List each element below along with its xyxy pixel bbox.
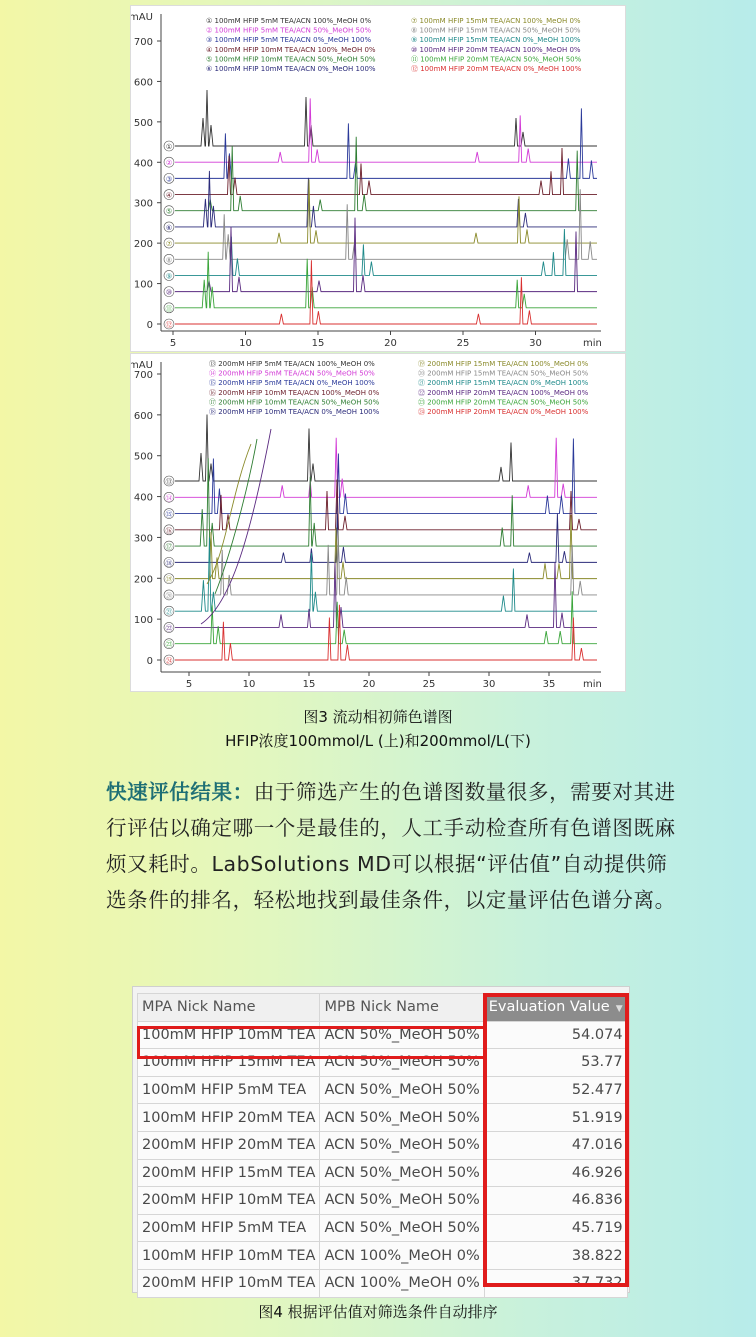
y-unit-label: mAU	[131, 12, 153, 23]
legend-entry: ⑳ 200mM HFIP 15mM TEA/ACN 50%_MeOH 50%	[418, 369, 589, 378]
y-tick-label: 600	[133, 410, 153, 422]
legend-entry: ⑥ 100mM HFIP 10mM TEA/ACN 0%_MeOH 100%	[206, 65, 376, 73]
header-mpa[interactable]: MPA Nick Name	[138, 994, 320, 1022]
evaluation-cell: 46.836	[484, 1187, 627, 1215]
legend-entry: ⑩ 100mM HFIP 20mM TEA/ACN 100%_MeOH 0%	[411, 45, 581, 54]
trace-line	[175, 591, 597, 644]
evaluation-table-screenshot	[132, 986, 630, 1293]
mpa-cell: 100mM HFIP 5mM TEA	[138, 1076, 320, 1104]
y-tick-label: 100	[133, 279, 153, 291]
mpb-cell: ACN 100%_MeOH 0%	[320, 1269, 484, 1297]
legend-entry: ⑦ 100mM HFIP 15mM TEA/ACN 100%_MeOH 0%	[411, 17, 581, 25]
x-tick-label: 5	[169, 338, 177, 349]
chromatogram-bottom	[130, 353, 626, 692]
mpb-cell: ACN 50%_MeOH 50%	[320, 1214, 484, 1242]
trace-label: ⑬	[165, 478, 173, 486]
trace-label: ⑦	[165, 240, 173, 249]
y-tick-label: 300	[133, 198, 153, 210]
trace-label: ⑤	[165, 207, 173, 216]
legend-entry: ㉑ 200mM HFIP 15mM TEA/ACN 0%_MeOH 100%	[418, 379, 589, 388]
sort-desc-icon: ▼	[615, 1004, 623, 1015]
trace-line	[175, 218, 597, 292]
mpa-cell: 100mM HFIP 10mM TEA	[138, 1021, 320, 1049]
best-row-highlight	[137, 1026, 486, 1059]
legend-entry: ⑤ 100mM HFIP 10mM TEA/ACN 50%_MeOH 50%	[206, 55, 376, 64]
y-tick-label: 400	[133, 158, 153, 170]
mpa-cell: 200mM HFIP 5mM TEA	[138, 1214, 320, 1242]
trace-label: ⑳	[165, 591, 173, 600]
evaluation-cell: 37.732	[484, 1269, 627, 1297]
trace-label: ㉔	[165, 657, 173, 665]
y-tick-label: 500	[133, 451, 153, 463]
evaluation-cell: 53.77	[484, 1049, 627, 1077]
y-tick-label: 700	[133, 370, 153, 381]
mpb-cell: ACN 100%_MeOH 0%	[320, 1242, 484, 1270]
x-tick-label: 30	[482, 679, 496, 690]
mpa-cell: 100mM HFIP 10mM TEA	[138, 1242, 320, 1270]
figure3-caption-line2: HFIP浓度100mmol/L (上)和200mmol/L(下)	[225, 732, 531, 750]
y-tick-label: 300	[133, 533, 153, 545]
y-tick-label: 200	[133, 239, 153, 251]
trace-line	[175, 148, 597, 195]
trace-line	[175, 90, 597, 146]
evaluation-paragraph	[106, 774, 686, 918]
mpa-cell: 200mM HFIP 20mM TEA	[138, 1131, 320, 1159]
trace-label: ⑩	[165, 288, 173, 297]
trace-line	[175, 458, 597, 546]
trace-label: ①	[165, 143, 173, 151]
legend-entry: ⑨ 100mM HFIP 15mM TEA/ACN 0%_MeOH 100%	[411, 36, 581, 45]
legend-entry: ⑯ 200mM HFIP 10mM TEA/ACN 100%_MeOH 0%	[209, 388, 380, 397]
evaluation-cell: 45.719	[484, 1214, 627, 1242]
trace-line	[175, 438, 597, 497]
trace-label: ⑨	[165, 272, 173, 281]
evaluation-cell: 46.926	[484, 1159, 627, 1187]
x-tick-label: 20	[384, 338, 397, 349]
chromatogram-top-svg	[131, 6, 625, 351]
x-tick-label: 25	[456, 338, 470, 349]
trace-label: ㉓	[165, 640, 173, 649]
x-unit-label: min	[583, 679, 602, 690]
trace-line	[175, 108, 597, 178]
mpb-cell: ACN 50%_MeOH 50%	[320, 1049, 484, 1077]
mpa-cell: 100mM HFIP 20mM TEA	[138, 1104, 320, 1132]
trace-label: ⑪	[165, 304, 173, 313]
trace-label: ⑰	[165, 543, 173, 552]
trace-label: ⑲	[165, 575, 173, 584]
legend-entry: ⑭ 200mM HFIP 5mM TEA/ACN 50%_MeOH 50%	[209, 369, 375, 378]
legend-entry: ⑲ 200mM HFIP 15mM TEA/ACN 100%_MeOH 0%	[418, 360, 589, 368]
legend-entry: ㉔ 200mM HFIP 20mM TEA/ACN 0%_MeOH 100%	[418, 408, 589, 416]
trace-label: ㉑	[165, 608, 173, 617]
x-tick-label: 20	[362, 679, 376, 690]
mpb-cell: ACN 50%_MeOH 50%	[320, 1187, 484, 1215]
trace-label: ②	[165, 159, 173, 168]
trace-line	[175, 515, 597, 579]
evaluation-cell: 47.016	[484, 1131, 627, 1159]
trace-line	[175, 98, 597, 162]
trace-label: ⑱	[165, 559, 173, 568]
legend-entry: ⑪ 100mM HFIP 20mM TEA/ACN 50%_MeOH 50%	[411, 55, 582, 64]
trace-line	[175, 137, 597, 211]
y-tick-label: 0	[146, 320, 153, 331]
paragraph-highlight: 快速评估结果：	[106, 780, 254, 804]
legend-entry: ③ 100mM HFIP 5mM TEA/ACN 0%_MeOH 100%	[206, 36, 372, 45]
mpb-cell: ACN 50%_MeOH 50%	[320, 1131, 484, 1159]
figure3-caption-line1: 图3 流动相初筛色谱图	[303, 708, 453, 726]
legend-entry: ⑧ 100mM HFIP 15mM TEA/ACN 50%_MeOH 50%	[411, 26, 581, 35]
y-tick-label: 500	[133, 117, 153, 129]
evaluation-cell: 52.477	[484, 1076, 627, 1104]
y-tick-label: 100	[133, 615, 153, 627]
trace-line	[175, 439, 597, 514]
legend-entry: ① 100mM HFIP 5mM TEA/ACN 100%_MeOH 0%	[206, 17, 372, 25]
trace-line	[175, 171, 597, 227]
x-tick-label: 5	[185, 679, 193, 690]
trace-line	[175, 415, 597, 482]
mpa-cell: 200mM HFIP 15mM TEA	[138, 1159, 320, 1187]
mpa-cell: 200mM HFIP 10mM TEA	[138, 1269, 320, 1297]
trace-label: ⑥	[165, 223, 173, 232]
y-tick-label: 600	[133, 77, 153, 89]
trace-label: ⑮	[165, 510, 173, 519]
trace-line	[175, 229, 597, 276]
y-tick-label: 400	[133, 492, 153, 504]
evaluation-cell: 54.074	[484, 1021, 627, 1049]
y-tick-label: 200	[133, 574, 153, 586]
mpb-cell: ACN 50%_MeOH 50%	[320, 1104, 484, 1132]
header-evaluation-label: Evaluation Value	[488, 999, 610, 1016]
legend-entry: ② 100mM HFIP 5mM TEA/ACN 50%_MeOH 50%	[206, 26, 372, 35]
legend-entry: ⑫ 100mM HFIP 20mM TEA/ACN 0%_MeOH 100%	[411, 65, 582, 73]
legend-entry: ⑰ 200mM HFIP 10mM TEA/ACN 50%_MeOH 50%	[209, 398, 380, 407]
x-tick-label: 10	[242, 679, 256, 690]
x-tick-label: 15	[311, 338, 325, 349]
trace-label: ⑭	[165, 494, 173, 503]
legend-entry: ㉓ 200mM HFIP 20mM TEA/ACN 50%_MeOH 50%	[418, 398, 589, 407]
mpb-cell: ACN 50%_MeOH 50%	[320, 1159, 484, 1187]
x-unit-label: min	[583, 338, 602, 349]
y-unit-label: mAU	[131, 360, 153, 371]
chromatogram-bottom-svg	[131, 354, 625, 691]
trace-label: ㉒	[165, 624, 173, 633]
trace-label: ⑯	[165, 526, 173, 535]
trace-label: ③	[165, 175, 173, 184]
figure4-caption: 图4 根据评估值对筛选条件自动排序	[258, 1303, 498, 1321]
y-tick-label: 700	[133, 37, 153, 48]
legend-entry: ㉒ 200mM HFIP 20mM TEA/ACN 100%_MeOH 0%	[418, 388, 589, 397]
trace-line	[175, 189, 597, 259]
x-tick-label: 35	[542, 679, 556, 690]
mpb-cell: ACN 50%_MeOH 50%	[320, 1021, 484, 1049]
trace-label: ⑧	[165, 256, 173, 265]
mpa-cell: 200mM HFIP 10mM TEA	[138, 1187, 320, 1215]
trace-line	[175, 179, 597, 243]
x-tick-label: 10	[239, 338, 252, 349]
legend-entry: ④ 100mM HFIP 10mM TEA/ACN 100%_MeOH 0%	[206, 45, 376, 54]
trace-line	[175, 605, 597, 660]
chromatogram-top	[130, 5, 626, 352]
evaluation-cell: 38.822	[484, 1242, 627, 1270]
x-tick-label: 15	[302, 679, 316, 690]
legend-entry: ⑬ 200mM HFIP 5mM TEA/ACN 100%_MeOH 0%	[209, 360, 375, 368]
mpb-cell: ACN 50%_MeOH 50%	[320, 1076, 484, 1104]
mpa-cell: 100mM HFIP 15mM TEA	[138, 1049, 320, 1077]
evaluation-column-highlight	[483, 993, 629, 1287]
y-tick-label: 0	[146, 656, 153, 667]
header-mpb[interactable]: MPB Nick Name	[320, 994, 484, 1022]
evaluation-cell: 51.919	[484, 1104, 627, 1132]
legend-entry: ⑮ 200mM HFIP 5mM TEA/ACN 0%_MeOH 100%	[209, 379, 375, 388]
x-tick-label: 30	[529, 338, 542, 349]
x-tick-label: 25	[422, 679, 436, 690]
paragraph-body: 由于筛选产生的色谱图数量很多，需要对其进行评估以确定哪一个是最佳的，人工手动检查所有色谱图既麻烦又耗时。LabSolutions MD可以根据“评估值”自动提供筛选条件的排名，轻松地找到最佳条件，以定量评估色谱分离。	[106, 780, 676, 912]
trace-label: ⑫	[165, 321, 173, 329]
legend-entry: ⑱ 200mM HFIP 10mM TEA/ACN 0%_MeOH 100%	[209, 408, 380, 416]
trace-line	[175, 538, 597, 612]
trace-label: ④	[165, 191, 173, 200]
